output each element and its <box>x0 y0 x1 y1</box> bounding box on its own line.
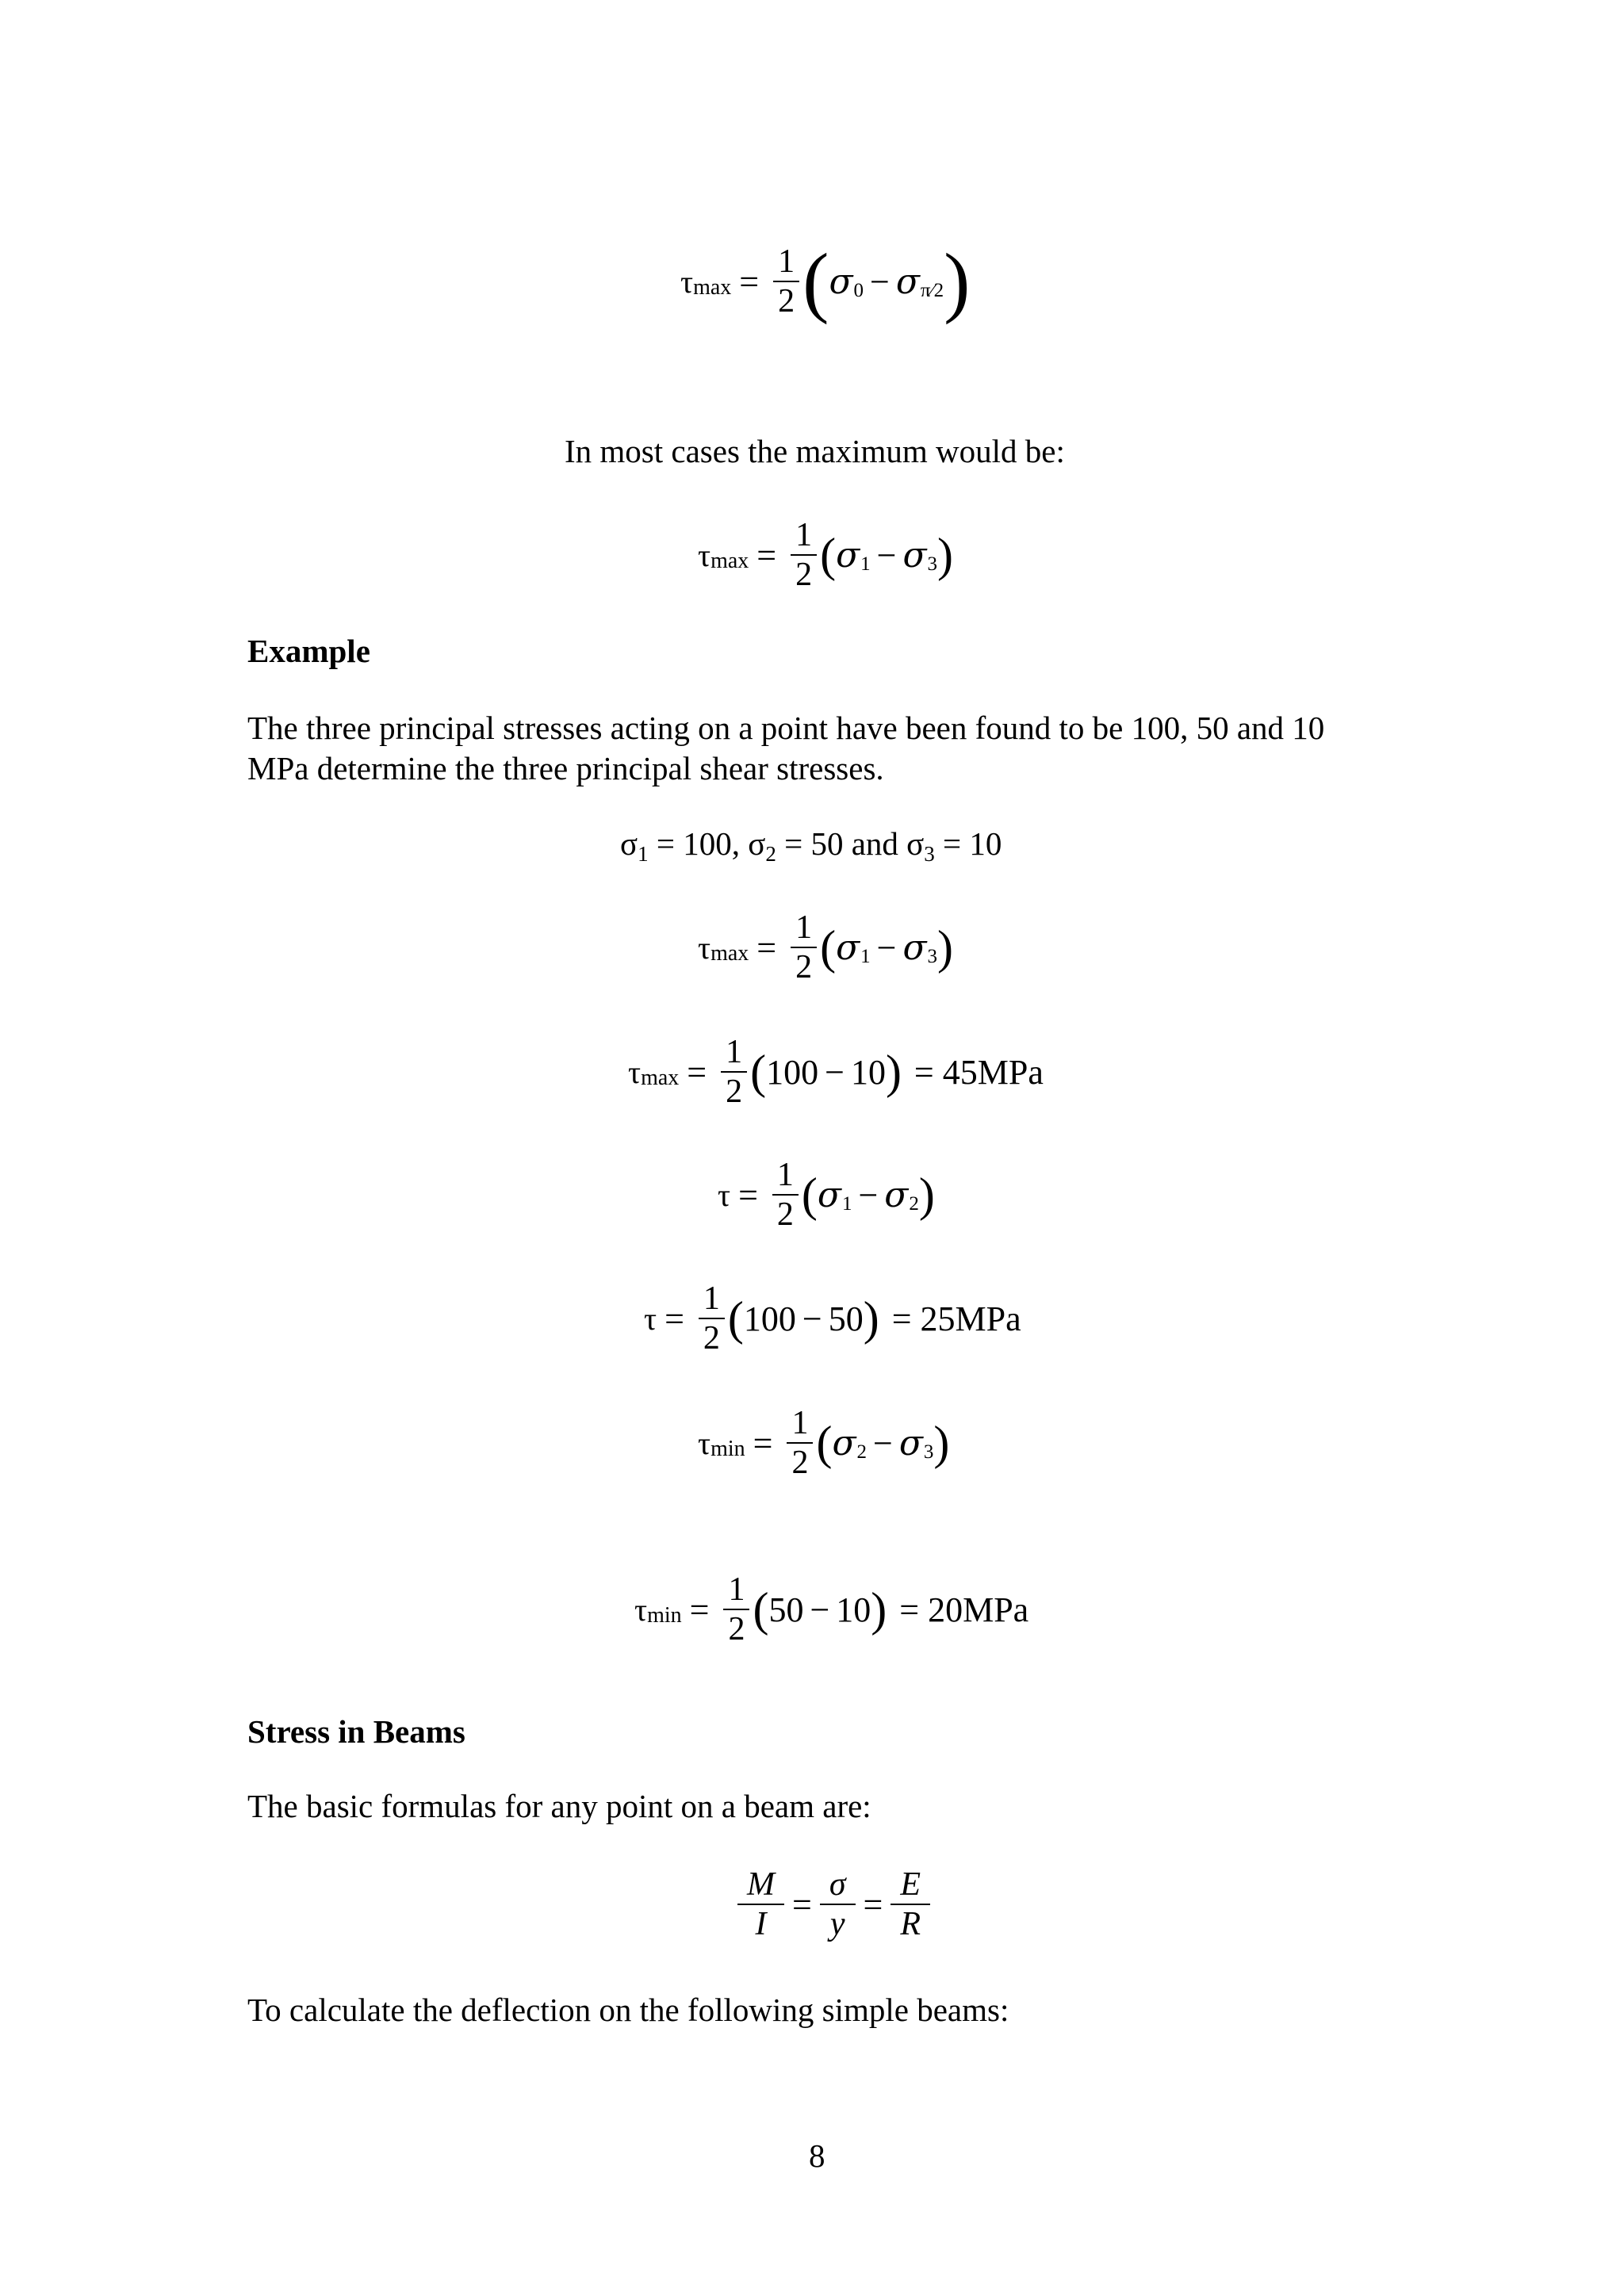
close-paren: ) <box>933 1417 950 1469</box>
open-paren: ( <box>750 1046 767 1098</box>
fraction-denominator: 2 <box>778 283 795 320</box>
result: = 25MPa <box>891 1299 1021 1338</box>
fraction-denominator: 2 <box>791 1445 809 1481</box>
fraction-sigma-over-y <box>820 1867 856 1942</box>
open-paren: ( <box>820 921 837 974</box>
open-paren: ( <box>753 1583 769 1636</box>
fraction-half <box>772 1158 799 1232</box>
close-paren: ) <box>885 1046 902 1098</box>
minus-sign: − <box>810 1590 830 1629</box>
tau-symbol: τ <box>644 1300 657 1337</box>
close-paren: ) <box>944 237 971 325</box>
close-paren: ) <box>863 1292 879 1345</box>
open-paren: ( <box>820 529 837 581</box>
tau-subscript: min <box>647 1603 682 1628</box>
result: = 20MPa <box>899 1590 1029 1629</box>
fraction-denominator: 2 <box>726 1073 743 1110</box>
minus-sign: − <box>858 1175 879 1215</box>
sigma-b-subscript: 3 <box>927 553 938 575</box>
value-b: 10 <box>836 1590 871 1629</box>
tau-symbol: τ <box>718 1177 731 1213</box>
tau-subscript: max <box>710 941 749 966</box>
close-paren: ) <box>871 1583 887 1636</box>
fraction-denominator: 2 <box>795 949 813 985</box>
fraction-denominator: 2 <box>728 1611 745 1647</box>
sigma-a-subscript: 2 <box>856 1441 867 1463</box>
fraction-numerator: 1 <box>791 518 817 556</box>
open-paren: ( <box>802 237 829 325</box>
page-number: 8 <box>809 2137 825 2174</box>
tau-subscript: max <box>693 275 732 300</box>
fraction-numerator: 1 <box>721 1035 747 1073</box>
fraction-half <box>699 1281 725 1356</box>
tau-symbol: τ <box>698 929 711 966</box>
example-heading: Example <box>247 633 370 669</box>
given-values <box>620 825 1002 866</box>
minus-sign: − <box>876 928 897 967</box>
beam-formula <box>730 1867 938 1942</box>
sigma-b: σ <box>898 1422 923 1464</box>
tau-symbol: τ <box>680 263 694 300</box>
equals-sign: = <box>756 535 777 575</box>
sigma-2-subscript: 2 <box>765 842 776 866</box>
fraction-numerator: 1 <box>773 244 799 282</box>
value-1: = 100, <box>648 825 749 862</box>
sigma-b: σ <box>902 534 927 576</box>
equals-sign: = <box>687 1052 707 1092</box>
close-paren: ) <box>937 921 954 974</box>
open-paren: ( <box>727 1292 744 1345</box>
minus-sign: − <box>825 1052 845 1092</box>
equation-tau-max-sigma0 <box>680 238 970 325</box>
close-paren: ) <box>937 529 954 581</box>
sigma-a: σ <box>836 534 860 576</box>
equals-sign: = <box>665 1299 684 1338</box>
value-2: = 50 and <box>776 825 907 862</box>
equals-sign: = <box>756 928 777 967</box>
fraction-m-over-i <box>737 1867 784 1942</box>
numerator-m: M <box>737 1867 784 1905</box>
fraction-e-over-r <box>891 1867 930 1942</box>
value-b: 10 <box>850 1052 886 1092</box>
equation-tau-min-symbolic <box>698 1399 949 1487</box>
deflection-text: To calculate the deflection on the following simple beams: <box>247 1992 1009 2028</box>
denominator-i: I <box>755 1906 767 1942</box>
denominator-y: y <box>829 1906 845 1942</box>
fraction-numerator: 1 <box>699 1281 725 1319</box>
basic-formulas-text: The basic formulas for any point on a beam are: <box>247 1788 871 1824</box>
fraction-half <box>721 1035 747 1109</box>
fraction-numerator: 1 <box>723 1572 749 1610</box>
close-paren: ) <box>918 1169 935 1221</box>
fraction-half <box>773 244 799 319</box>
equals-sign: = <box>738 1175 758 1215</box>
sigma-a-subscript: 0 <box>853 280 864 301</box>
equation-tau-symbolic <box>718 1151 935 1238</box>
equals-sign: = <box>863 1885 883 1924</box>
sigma-b-subscript: π⁄2 <box>920 280 944 301</box>
fraction-half <box>791 910 817 985</box>
sigma-b: σ <box>895 261 920 302</box>
value-3: = 10 <box>934 825 1002 862</box>
sigma-a-subscript: 1 <box>841 1193 852 1215</box>
denominator-r: R <box>900 1906 921 1942</box>
equation-tau-max-numeric <box>628 1028 1044 1115</box>
sigma-3-subscript: 3 <box>924 842 935 866</box>
sigma-2: σ <box>748 825 766 862</box>
equation-tau-numeric <box>644 1275 1021 1362</box>
value-a: 100 <box>766 1052 819 1092</box>
tau-symbol: τ <box>628 1054 642 1090</box>
fraction-denominator: 2 <box>776 1196 794 1233</box>
tau-subscript: max <box>710 549 749 573</box>
sigma-a: σ <box>817 1174 841 1215</box>
sigma-a: σ <box>829 261 853 302</box>
tau-subscript: min <box>710 1437 745 1461</box>
value-a: 50 <box>768 1590 804 1629</box>
sigma-b-subscript: 3 <box>923 1441 934 1463</box>
example-paragraph: The three principal stresses acting on a point have been found to be 100, 50 and 10 MPa determine the three principal shear stresses. <box>247 710 1325 786</box>
result: = 45MPa <box>914 1052 1044 1092</box>
equals-sign: = <box>792 1885 812 1924</box>
open-paren: ( <box>816 1417 833 1469</box>
fraction-half <box>787 1406 813 1480</box>
fraction-numerator: 1 <box>772 1158 799 1196</box>
equals-sign: = <box>739 262 760 301</box>
minus-sign: − <box>802 1299 822 1338</box>
minus-sign: − <box>876 535 897 575</box>
stress-in-beams-heading: Stress in Beams <box>247 1713 465 1750</box>
sigma-1: σ <box>620 825 638 862</box>
tau-symbol: τ <box>634 1591 648 1628</box>
sigma-a: σ <box>832 1422 856 1464</box>
sigma-b-subscript: 3 <box>927 946 938 967</box>
fraction-half <box>723 1572 749 1647</box>
sigma-b-subscript: 2 <box>909 1193 919 1215</box>
tau-subscript: max <box>641 1066 680 1090</box>
fraction-half <box>791 518 817 592</box>
numerator-e: E <box>891 1867 930 1905</box>
minus-sign: − <box>869 262 890 301</box>
sigma-a-subscript: 1 <box>860 553 871 575</box>
in-most-cases-text: In most cases the maximum would be: <box>565 433 1065 469</box>
sigma-a-subscript: 1 <box>860 946 871 967</box>
value-b: 50 <box>828 1299 864 1338</box>
value-a: 100 <box>743 1299 796 1338</box>
minus-sign: − <box>873 1423 893 1463</box>
tau-symbol: τ <box>698 1425 711 1461</box>
fraction-numerator: 1 <box>787 1406 813 1444</box>
fraction-denominator: 2 <box>795 557 813 593</box>
sigma-a: σ <box>836 927 860 968</box>
open-paren: ( <box>801 1169 818 1221</box>
equation-tau-max-symbolic <box>698 904 953 991</box>
sigma-3: σ <box>906 825 925 862</box>
numerator-sigma: σ <box>820 1867 856 1905</box>
fraction-numerator: 1 <box>791 910 817 948</box>
equation-tau-min-numeric <box>634 1566 1028 1653</box>
tau-symbol: τ <box>698 537 711 573</box>
equals-sign: = <box>753 1423 773 1463</box>
fraction-denominator: 2 <box>703 1320 720 1357</box>
sigma-1-subscript: 1 <box>638 842 649 866</box>
sigma-b: σ <box>884 1174 909 1215</box>
sigma-b: σ <box>902 927 927 968</box>
equals-sign: = <box>689 1590 710 1629</box>
equation-tau-max <box>698 511 953 599</box>
